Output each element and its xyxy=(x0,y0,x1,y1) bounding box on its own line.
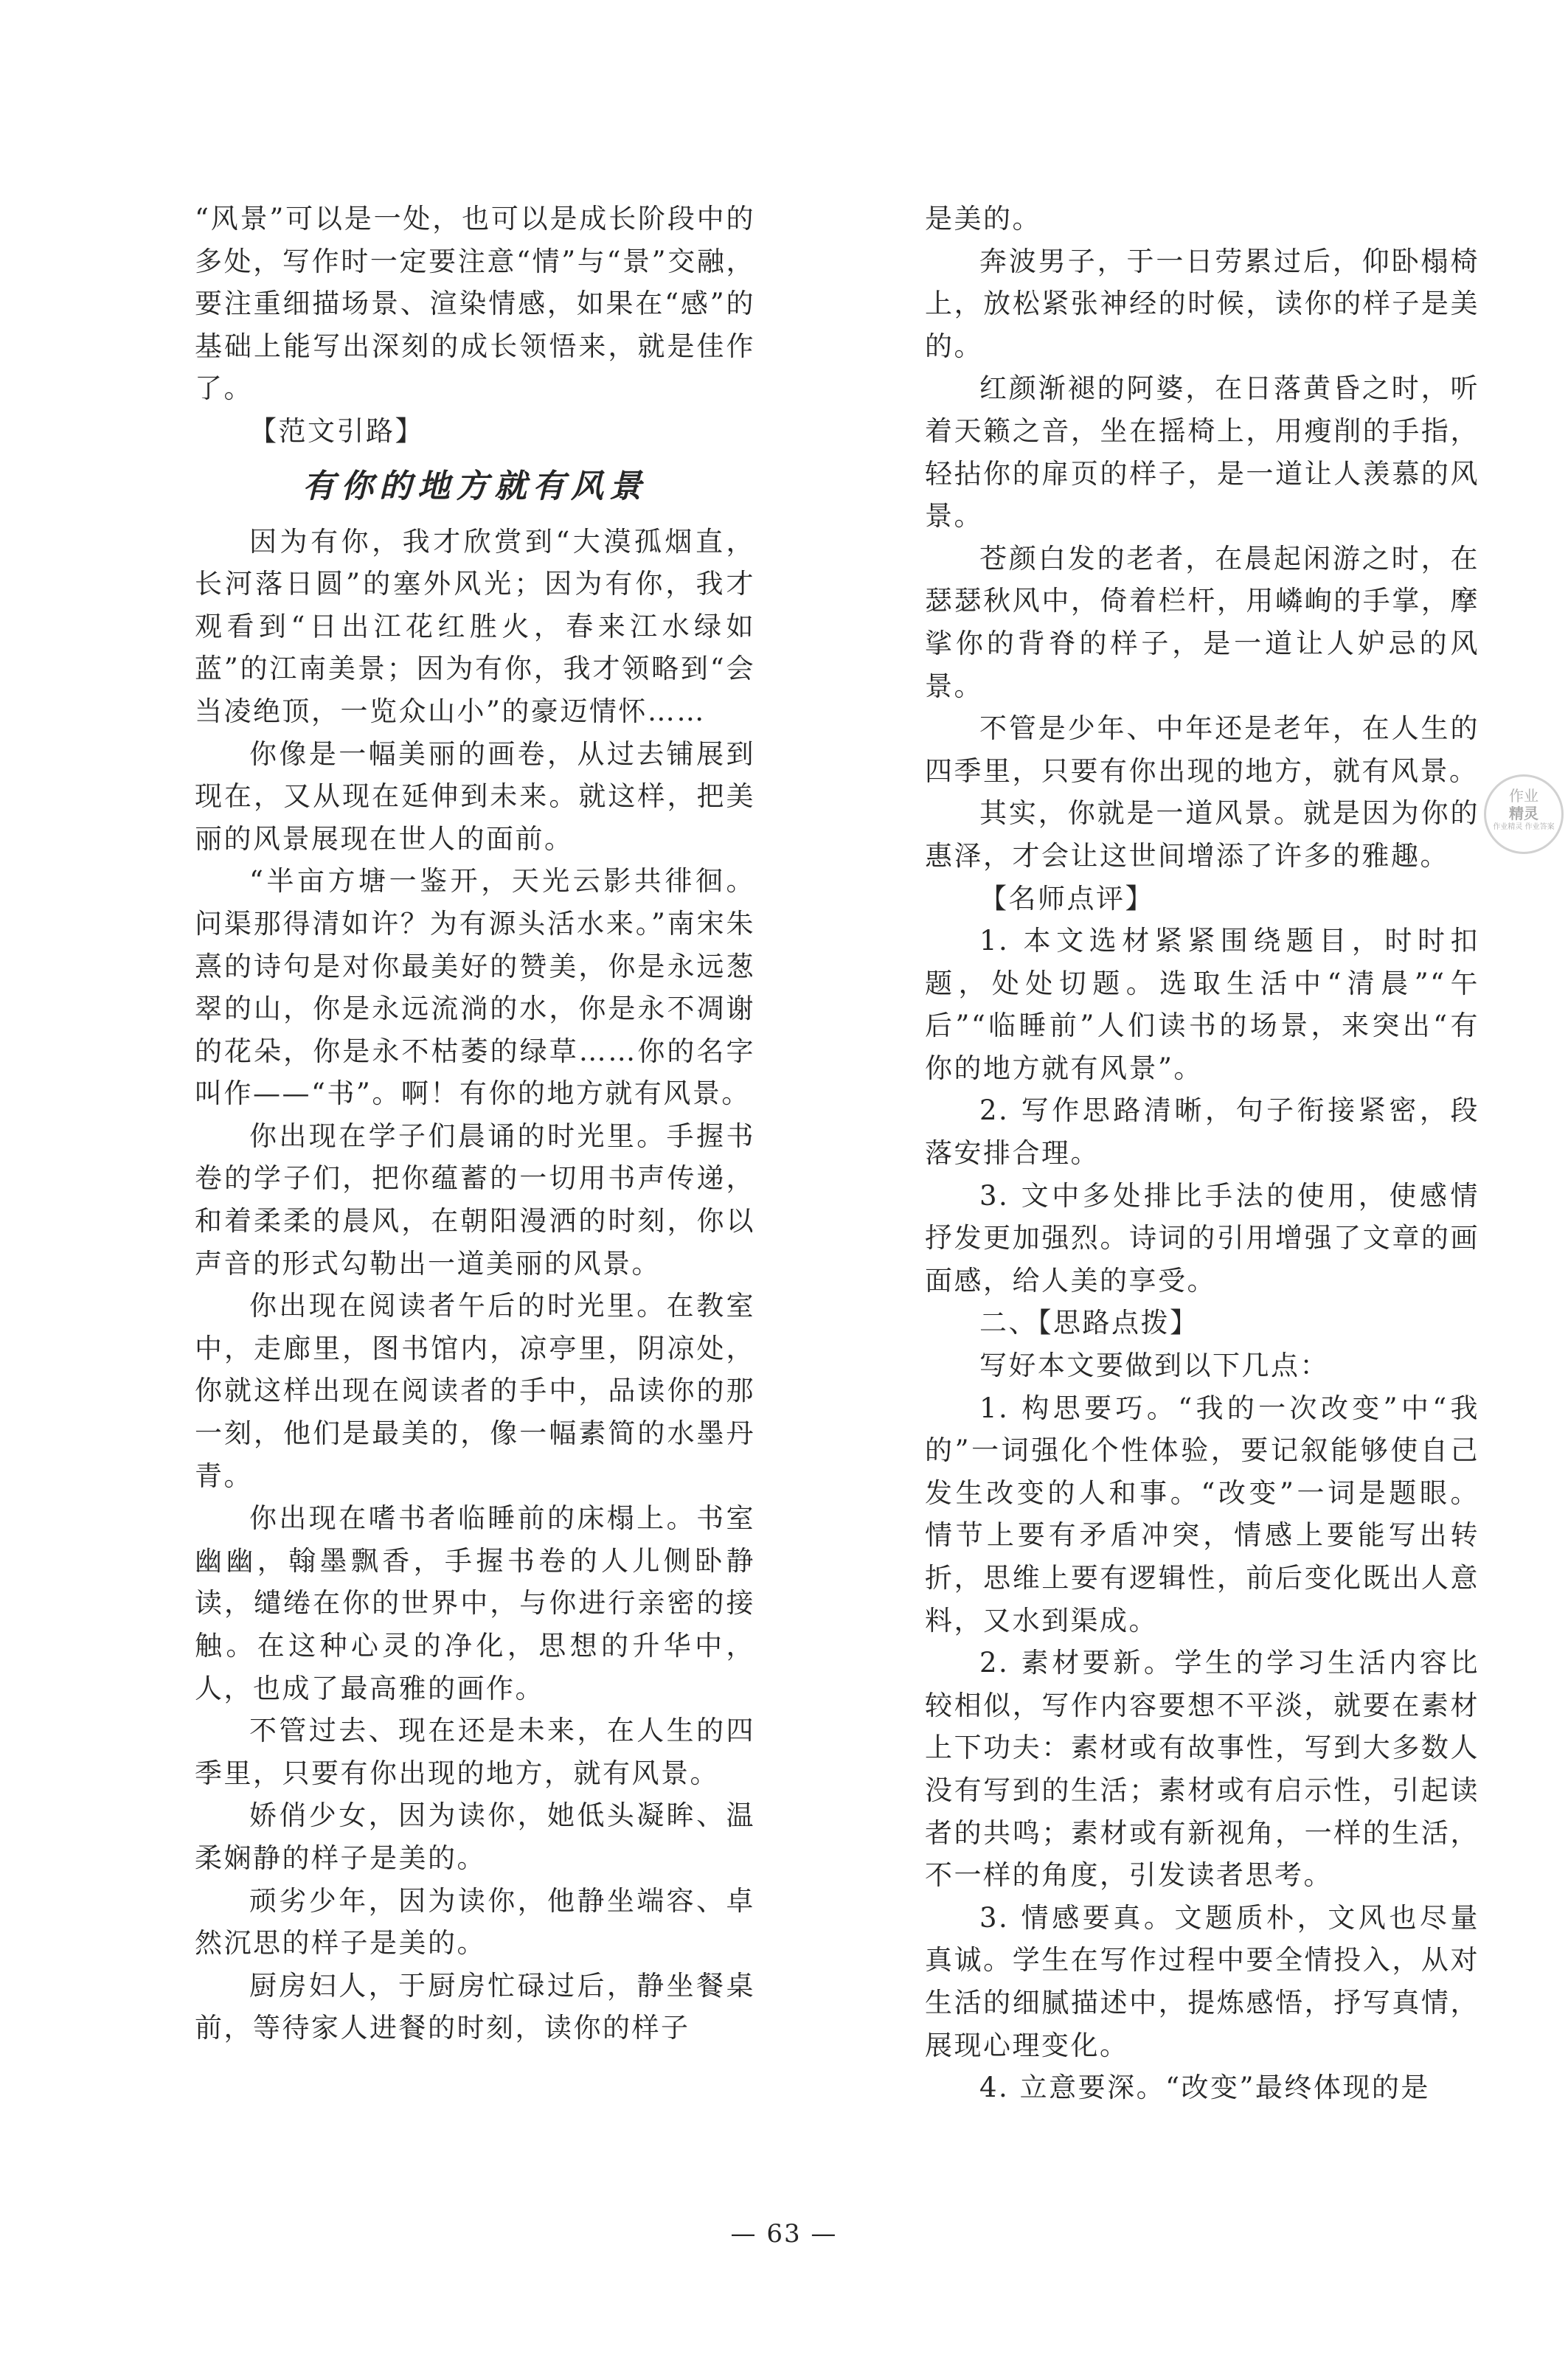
approach-point: 3. 情感要真。文题质朴，文风也尽量真诚。学生在写作过程中要全情投入，从对生活的细腻描述中，提炼感悟，抒写真情，展现心理变化。 xyxy=(925,1901,1479,2061)
essay-paragraph: “半亩方塘一鉴开，天光云影共徘徊。问渠那得清如许？为有源头活水来。”南宋朱熹的诗句是对你最美好的赞美，你是永远葱翠的山，你是永远流淌的水，你是永不凋谢的花朵，你是永不枯萎的绿草……你的名字叫作——“书”。啊！有你的地方就有风景。 xyxy=(195,865,755,1110)
intro-paragraph: “风景”可以是一处，也可以是成长阶段中的多处，写作时一定要注意“情”与“景”交融，要注重细描场景、渲染情感，如果在“感”的基础上能写出深刻的成长领悟来，就是佳作了。 xyxy=(195,203,755,405)
comment-item: 3. 文中多处排比手法的使用，使感情抒发更加强烈。诗词的引用增强了文章的画面感，给人美的享受。 xyxy=(925,1179,1479,1297)
essay-paragraph: 红颜渐褪的阿婆，在日落黄昏之时，听着天籁之音，坐在摇椅上，用瘦削的手指，轻拈你的扉页的样子，是一道让人羡慕的风景。 xyxy=(925,372,1479,532)
watermark-line: 作业精灵 作业答案 xyxy=(1493,823,1555,831)
watermark-line: 精灵 xyxy=(1509,805,1538,822)
approach-point: 4. 立意要深。“改变”最终体现的是 xyxy=(979,2072,1430,2104)
watermark-stamp xyxy=(1484,774,1564,854)
essay-paragraph: 厨房妇人，于厨房忙碌过后，静坐餐桌前，等待家人进餐的时刻，读你的样子 xyxy=(195,1969,755,2044)
page-number: — 63 — xyxy=(730,2219,838,2249)
left-column xyxy=(195,198,755,2050)
approach-intro: 写好本文要做到以下几点： xyxy=(979,1350,1329,1382)
comment-item: 2. 写作思路清晰，句子衔接紧密，段落安排合理。 xyxy=(925,1094,1479,1170)
essay-paragraph: 你像是一幅美丽的画卷，从过去铺展到现在，又从现在延伸到未来。就这样，把美丽的风景展现在世人的面前。 xyxy=(195,737,755,855)
essay-paragraph-continued: 是美的。 xyxy=(925,203,1041,235)
essay-paragraph: 苍颜白发的老者，在晨起闲游之时，在瑟瑟秋风中，倚着栏杆，用嶙峋的手掌，摩挲你的背脊的样子，是一道让人妒忌的风景。 xyxy=(925,542,1479,702)
comment-item: 1. 本文选材紧紧围绕题目，时时扣题，处处切题。选取生活中“清晨”“午后”“临睡前”人们读书的场景，来突出“有你的地方就有风景”。 xyxy=(925,925,1479,1084)
essay-paragraph: 不管过去、现在还是未来，在人生的四季里，只要有你出现的地方，就有风景。 xyxy=(195,1715,755,1789)
essay-paragraph: 不管是少年、中年还是老年，在人生的四季里，只要有你出现的地方，就有风景。 xyxy=(925,712,1479,787)
approach-point: 1. 构思要巧。“我的一次改变”中“我的”一词强化个性体验，要记叙能够使自己发生改变的人和事。“改变”一词是题眼。情节上要有矛盾冲突，情感上要能写出转折，思维上要有逻辑性，前后变化既出人意料，又水到渠成。 xyxy=(925,1392,1479,1637)
right-column xyxy=(925,198,1479,2109)
essay-paragraph: 你出现在学子们晨诵的时光里。手握书卷的学子们，把你蕴蓄的一切用书声传递，和着柔柔的晨风，在朝阳漫洒的时刻，你以声音的形式勾勒出一道美丽的风景。 xyxy=(195,1120,755,1280)
approach-point: 2. 素材要新。学生的学习生活内容比较相似，写作内容要想不平淡，就要在素材上下功夫：素材或有故事性，写到大多数人没有写到的生活；素材或有启示性，引起读者的共鸣；素材或有新视角，一样的生活，不一样的角度，引发读者思考。 xyxy=(925,1647,1479,1892)
essay-paragraph: 顽劣少年，因为读你，他静坐端容、卓然沉思的样子是美的。 xyxy=(195,1884,755,1960)
essay-paragraph: 你出现在阅读者午后的时光里。在教室中，走廊里，图书馆内，凉亭里，阴凉处，你就这样出现在阅读者的手中，品读你的那一刻，他们是最美的，像一幅素简的水墨丹青。 xyxy=(195,1290,755,1492)
essay-paragraph: 因为有你，我才欣赏到“大漠孤烟直，长河落日圆”的塞外风光；因为有你，我才观看到“日出江花红胜火，春来江水绿如蓝”的江南美景；因为有你，我才领略到“会当凌绝顶，一览众山小”的豪迈情怀…… xyxy=(195,525,755,727)
essay-title: 有你的地方就有风景 xyxy=(302,467,648,505)
section-heading-approach: 二、【思路点拨】 xyxy=(979,1307,1199,1339)
section-heading-model-essay: 【范文引路】 xyxy=(249,414,424,447)
essay-paragraph: 你出现在嗜书者临睡前的床榻上。书室幽幽，翰墨飘香，手握书卷的人儿侧卧静读，缱绻在你的世界中，与你进行亲密的接触。在这种心灵的净化，思想的升华中，人，也成了最高雅的画作。 xyxy=(195,1502,755,1704)
watermark-line: 作业 xyxy=(1509,787,1538,805)
essay-paragraph: 娇俏少女，因为读你，她低头凝眸、温柔娴静的样子是美的。 xyxy=(195,1799,755,1874)
section-heading-teacher-comment: 【名师点评】 xyxy=(979,882,1154,914)
essay-paragraph: 其实，你就是一道风景。就是因为你的惠泽，才会让这世间增添了许多的雅趣。 xyxy=(925,797,1479,872)
essay-paragraph: 奔波男子，于一日劳累过后，仰卧榻椅上，放松紧张神经的时候，读你的样子是美的。 xyxy=(925,245,1479,362)
